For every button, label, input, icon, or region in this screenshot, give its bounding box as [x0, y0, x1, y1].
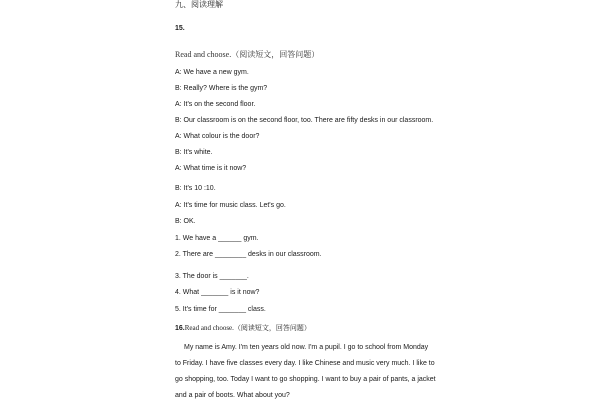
question-16-number: 16.: [175, 325, 185, 332]
dialogue-line: B: OK.: [175, 218, 196, 225]
fill-blank-question: 1. We have a ______ gym.: [175, 235, 259, 242]
section-heading: 九、阅读理解: [175, 0, 223, 9]
passage-line: and a pair of boots. What about you?: [175, 392, 290, 399]
question-15-number: 15.: [175, 25, 185, 32]
dialogue-line: A: It's time for music class. Let's go.: [175, 202, 286, 209]
dialogue-line: B: It's white.: [175, 149, 213, 156]
question-16-heading: [175, 324, 311, 333]
passage-line: My name is Amy. I'm ten years old now. I'm a pupil. I go to school from Monday: [184, 344, 429, 351]
dialogue-line: B: Our classroom is on the second floor, too. There are fifty desks in our classroom.: [175, 117, 434, 124]
dialogue-line: B: It's 10 :10.: [175, 185, 216, 192]
passage-line: to Friday. I have five classes every day. I like Chinese and music very much. I like to: [175, 360, 435, 367]
passage-line: go shopping, too. Today I want to go shopping. I want to buy a pair of pants, a jacket: [175, 376, 436, 383]
fill-blank-question: 2. There are ________ desks in our classroom.: [175, 251, 322, 258]
dialogue-line: A: It's on the second floor.: [175, 101, 256, 108]
fill-blank-question: 4. What _______ is it now?: [175, 289, 260, 296]
fill-blank-question: 3. The door is _______.: [175, 273, 249, 280]
dialogue-line: A: We have a new gym.: [175, 69, 249, 76]
dialogue-line: A: What colour is the door?: [175, 133, 260, 140]
question-15-instruction: Read and choose.（阅读短文，回答问题）: [175, 50, 320, 59]
fill-blank-question: 5. It's time for _______ class.: [175, 306, 266, 313]
dialogue-line: A: What time is it now?: [175, 165, 247, 172]
question-16-instruction: Read and choose.（阅读短文，回答问题）: [184, 324, 311, 332]
dialogue-line: B: Really? Where is the gym?: [175, 85, 268, 92]
